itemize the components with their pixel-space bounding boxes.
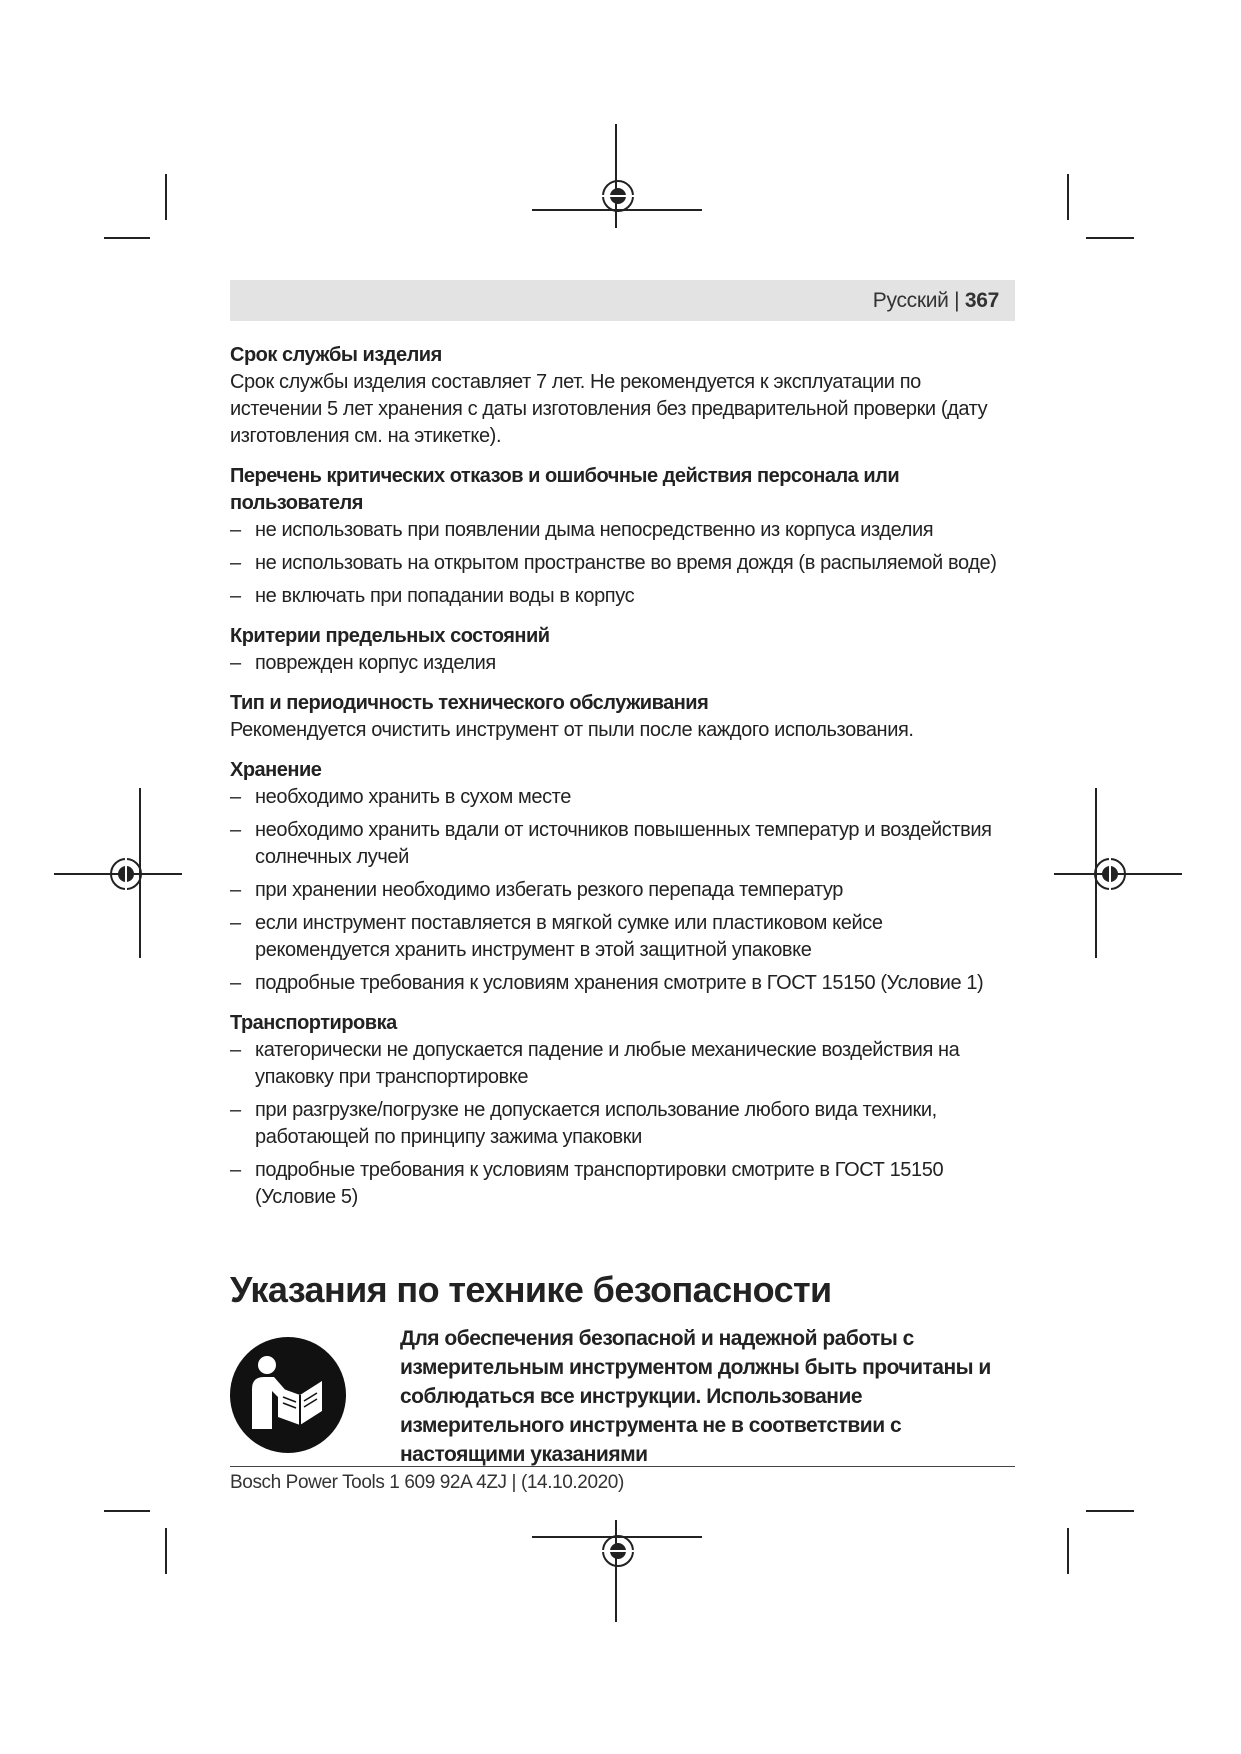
footer-text: Bosch Power Tools 1 609 92A 4ZJ | (14.10.2020): [230, 1472, 624, 1493]
safety-heading: Указания по технике безопасности: [230, 1269, 832, 1310]
list-item: – при хранении необходимо избегать резкого перепада температур: [230, 877, 1015, 904]
section-critical-failures: [230, 463, 1015, 610]
section-title: Хранение: [230, 759, 322, 781]
bullet-list: [230, 784, 1015, 997]
list-item: – категорически не допускается падение и любые механические воздействия на упаковку при транспортировке: [230, 1037, 1015, 1091]
section-transport: [230, 1010, 1015, 1211]
bullet-list: [230, 1037, 1015, 1211]
registration-target-bottom: [600, 1536, 636, 1566]
header-language: Русский: [872, 289, 949, 312]
section-title: Срок службы изделия: [230, 344, 442, 366]
read-manual-icon: [230, 1337, 346, 1453]
bullet-list: [230, 517, 1015, 610]
section-title: Транспортировка: [230, 1012, 397, 1034]
list-item: – не использовать при появлении дыма непосредственно из корпуса изделия: [230, 517, 1015, 544]
list-item: – подробные требования к условиям транспортировки смотрите в ГОСТ 15150 (Условие 5): [230, 1157, 1015, 1211]
section-service-life: [230, 342, 1015, 450]
section-text: Рекомендуется очистить инструмент от пыли после каждого использования.: [230, 719, 914, 741]
section-title: Тип и периодичность технического обслуживания: [230, 692, 709, 714]
list-item: – необходимо хранить в сухом месте: [230, 784, 1015, 811]
safety-intro-text: Для обеспечения безопасной и надежной работы с измерительным инструментом должны быть прочитаны и соблюдаться все инструкции. Использование измерительного инструмента не в соответствии с настоящими указаниями: [400, 1327, 991, 1466]
list-item: – не включать при попадании воды в корпус: [230, 583, 1015, 610]
section-limit-states: [230, 623, 1015, 677]
list-item: – поврежден корпус изделия: [230, 650, 1015, 677]
footer-divider: [230, 1466, 1015, 1467]
section-maintenance: [230, 690, 1015, 744]
header-separator: |: [954, 289, 960, 312]
list-item: – при разгрузке/погрузке не допускается использование любого вида техники, работающей по принципу зажима упаковки: [230, 1097, 1015, 1151]
page-header: [230, 280, 1015, 321]
page-number: 367: [964, 289, 999, 312]
main-content: [230, 342, 1015, 1224]
bullet-list: [230, 650, 1015, 677]
registration-target-top: [600, 181, 636, 211]
list-item: – подробные требования к условиям хранения смотрите в ГОСТ 15150 (Условие 1): [230, 970, 1015, 997]
header-text: [873, 289, 999, 313]
section-text: Срок службы изделия составляет 7 лет. Не рекомендуется к эксплуатации по истечении 5 лет хранения с даты изготовления без предварительной проверки (дату изготовления см. на этикетке).: [230, 371, 988, 447]
list-item: – если инструмент поставляется в мягкой сумке или пластиковом кейсе рекомендуется хранить инструмент в этой защитной упаковке: [230, 910, 1015, 964]
section-title: Перечень критических отказов и ошибочные действия персонала или пользователя: [230, 465, 900, 514]
section-storage: [230, 757, 1015, 997]
list-item: – не использовать на открытом пространстве во время дождя (в распыляемой воде): [230, 550, 1015, 577]
section-title: Критерии предельных состояний: [230, 625, 550, 647]
list-item: – необходимо хранить вдали от источников повышенных температур и воздействия солнечных лучей: [230, 817, 1015, 871]
